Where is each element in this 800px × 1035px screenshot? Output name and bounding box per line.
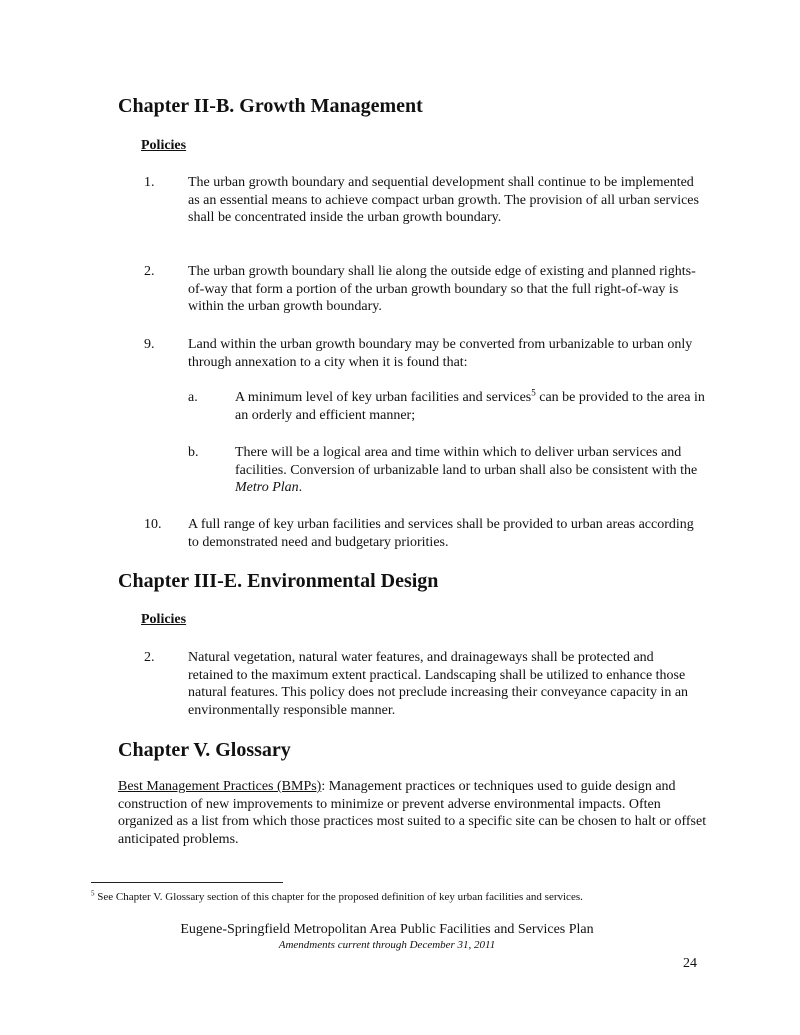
policy-number: 9.: [144, 337, 155, 352]
footnote-ref: 5: [531, 387, 536, 398]
policy-number: 2.: [144, 650, 155, 665]
chapter-ii-b-title: Chapter II-B. Growth Management: [118, 95, 423, 117]
sub-item-letter: b.: [188, 445, 199, 460]
sub-item-text: There will be a logical area and time within which to deliver urban services and facilities. Conversion of urbanizable land to urban shall also be consistent with the Metro Plan.: [235, 445, 698, 495]
glossary-entry: Best Management Practices (BMPs): Management practices or techniques used to guide design and construction of new improvements to minimize or prevent adverse environmental impacts. Often organized as a list from which those practices most suited to a specific site can be chosen to halt or offset anticipated problems.: [118, 779, 707, 847]
footer-amendments: Amendments current through December 31, 2011: [278, 939, 496, 951]
policies-heading: Policies: [141, 612, 187, 627]
metro-plan-title: Metro Plan: [235, 480, 299, 495]
chapter-v-title: Chapter V. Glossary: [118, 739, 291, 761]
footnote-divider: [91, 882, 283, 883]
footnote: $^5$ See Chapter V. Glossary section of this chapter for the proposed definition of key urban facilities and services.: [91, 889, 583, 903]
policy-text: Land within the urban growth boundary may be converted from urbanizable to urban only through annexation to a city when it is found that:: [188, 337, 693, 370]
policy-text: The urban growth boundary and sequential development shall continue to be implemented as an essential means to achieve compact urban growth. The provision of all urban services shall be concentrated inside the urban growth boundary.: [188, 175, 699, 225]
policy-text: The urban growth boundary shall lie along the outside edge of existing and planned rights-of-way that form a portion of the urban growth boundary so that the full right-of-way is within the urban growth boundary.: [188, 264, 696, 314]
policy-number: 2.: [144, 264, 155, 279]
chapter-iii-e-title: Chapter III-E. Environmental Design: [118, 570, 439, 592]
policies-heading: Policies: [141, 138, 187, 153]
policy-number: 1.: [144, 175, 155, 190]
policy-text: A full range of key urban facilities and services shall be provided to urban areas according to demonstrated need and budgetary priorities.: [188, 517, 694, 550]
sub-item-text: A minimum level of key urban facilities and services$^5$ can be provided to the area in an orderly and efficient manner;: [235, 387, 705, 423]
footer-title: Eugene-Springfield Metropolitan Area Public Facilities and Services Plan: [180, 922, 594, 937]
glossary-definition: Management practices or techniques used to guide design and construction of new improvements to minimize or prevent adverse environmental impacts. Often organized as a list from which those practices most suited to a specific site can be chosen to halt or offset anticipated problems.: [118, 779, 707, 847]
sub-item-letter: a.: [188, 390, 198, 405]
policy-text: Natural vegetation, natural water features, and drainageways shall be protected and retained to the maximum extent practical. Landscaping shall be utilized to enhance those natural features. This policy does not preclude increasing their conveyance capacity in an environmentally responsible manner.: [188, 650, 689, 718]
page-number: 24: [683, 956, 697, 971]
policy-number: 10.: [144, 517, 162, 532]
glossary-term: Best Management Practices (BMPs): [118, 779, 322, 794]
footnote-mark: 5: [91, 889, 95, 898]
